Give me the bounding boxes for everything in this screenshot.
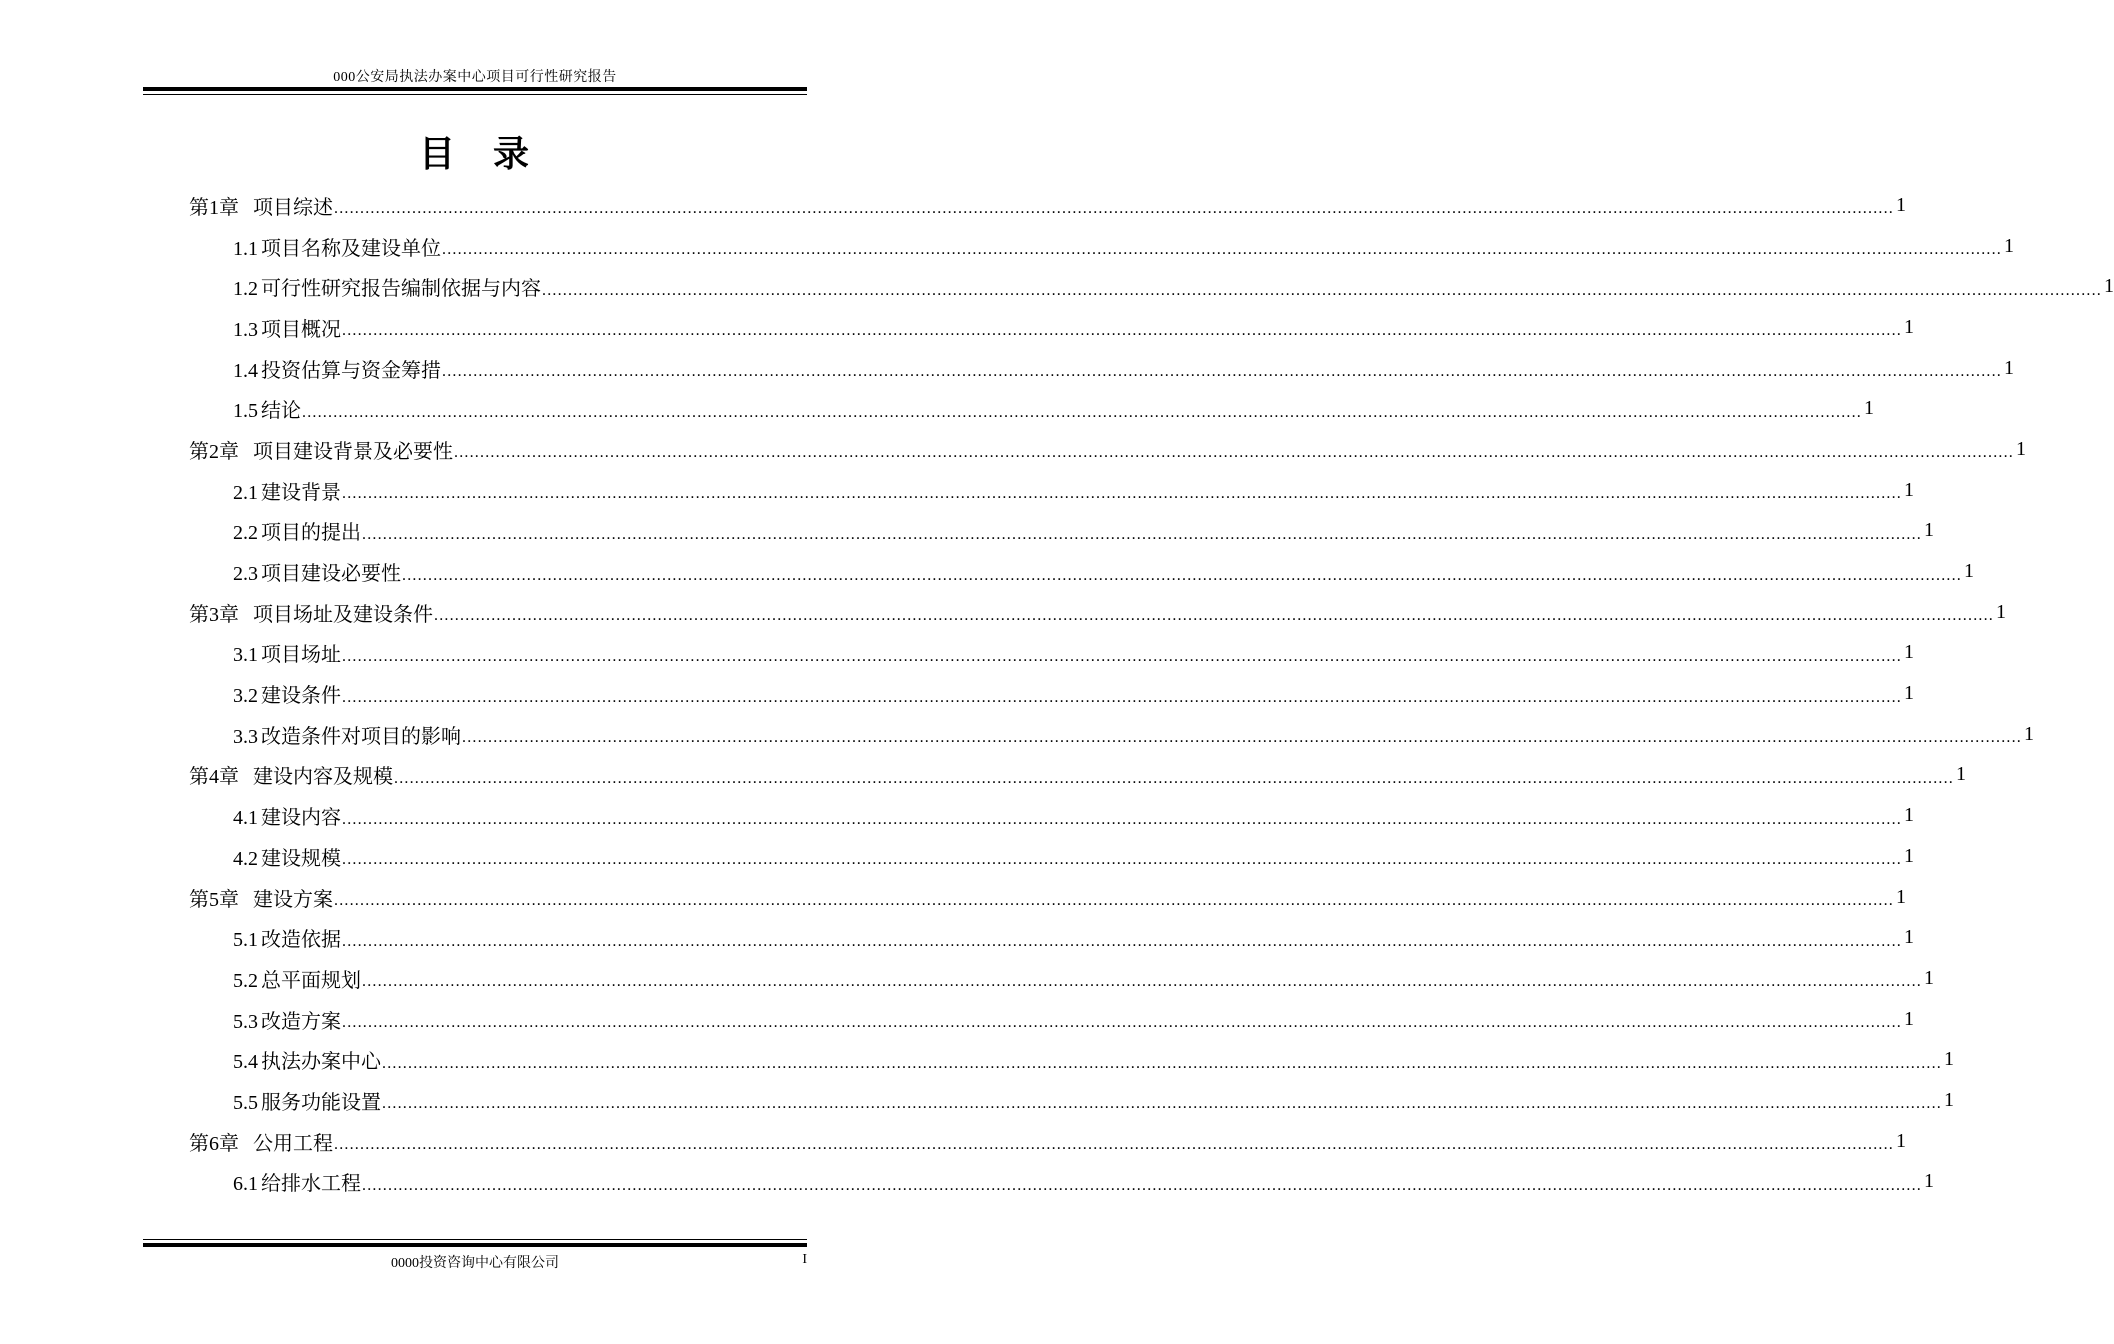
toc-page-number: 1 xyxy=(1996,600,2006,623)
toc-page-number: 1 xyxy=(1896,1129,1906,1152)
dot-leader: ............................................................................................................................................................................................................................................................................................................ xyxy=(402,566,1962,584)
toc-entry-text: 项目综述 xyxy=(253,196,333,219)
toc-chapter-entry[interactable] xyxy=(189,185,1906,226)
toc-section-entry[interactable] xyxy=(189,470,1914,511)
dot-leader: ............................................................................................................................................................................................................................................................................................................ xyxy=(342,647,1902,665)
toc-entry-number: 3.2 xyxy=(233,685,258,708)
toc-page-number: 1 xyxy=(1904,844,1914,867)
toc-entry-number: 3.3 xyxy=(233,725,258,748)
toc-entry-number: 4.1 xyxy=(233,807,258,830)
dot-leader: ............................................................................................................................................................................................................................................................................................................ xyxy=(334,1136,1894,1154)
toc-entry-text: 项目场址及建设条件 xyxy=(253,603,433,626)
toc-section-entry[interactable] xyxy=(189,1162,1934,1203)
toc-page-number: 1 xyxy=(1956,763,1966,786)
toc-entry-number: 第4章 xyxy=(189,766,239,789)
footer-rule-thin xyxy=(143,1239,807,1240)
dot-leader: ............................................................................................................................................................................................................................................................................................................ xyxy=(382,1095,1942,1113)
toc-page-number: 1 xyxy=(1904,1007,1914,1030)
toc-page-number: 1 xyxy=(1864,397,1874,420)
dot-leader: ............................................................................................................................................................................................................................................................................................................ xyxy=(342,810,1902,828)
toc-chapter-entry[interactable] xyxy=(189,877,1906,918)
toc-entry-text: 总平面规划 xyxy=(261,969,361,992)
toc-section-entry[interactable] xyxy=(189,999,1914,1040)
toc-chapter-entry[interactable] xyxy=(189,1121,1906,1162)
toc-page-number: 1 xyxy=(1964,560,1974,583)
toc-entry-number: 5.2 xyxy=(233,969,258,992)
toc-page-number: 1 xyxy=(1904,315,1914,338)
toc-entry-label xyxy=(233,801,341,830)
toc-entry-text: 建设方案 xyxy=(253,888,333,911)
toc-entry-number: 1.5 xyxy=(233,400,258,423)
dot-leader: ............................................................................................................................................................................................................................................................................................................ xyxy=(382,1054,1942,1072)
toc-section-entry[interactable] xyxy=(189,266,2114,307)
toc-page-number: 1 xyxy=(1904,926,1914,949)
toc-entry-text: 投资估算与资金筹措 xyxy=(261,359,441,382)
toc-page-number: 1 xyxy=(1924,1170,1934,1193)
toc-entry-number: 1.3 xyxy=(233,318,258,341)
toc-entry-label xyxy=(189,883,333,912)
running-footer: 0000投资咨询中心有限公司 xyxy=(391,1256,559,1271)
toc-section-entry[interactable] xyxy=(189,958,1934,999)
page-title xyxy=(0,126,950,177)
toc-page-number: 1 xyxy=(1944,1088,1954,1111)
dot-leader: ............................................................................................................................................................................................................................................................................................................ xyxy=(442,363,2002,381)
toc-entry-number: 6.1 xyxy=(233,1173,258,1196)
toc-entry-label xyxy=(233,1167,361,1196)
toc-page-number: 1 xyxy=(1896,193,1906,216)
toc-section-entry[interactable] xyxy=(189,388,1874,429)
toc-entry-number: 3.1 xyxy=(233,644,258,667)
toc-section-entry[interactable] xyxy=(189,714,2034,755)
toc-section-entry[interactable] xyxy=(189,1039,1954,1080)
dot-leader: ............................................................................................................................................................................................................................................................................................................ xyxy=(334,892,1894,910)
toc-page-number: 1 xyxy=(1904,682,1914,705)
toc-entry-number: 第5章 xyxy=(189,888,239,911)
dot-leader: ............................................................................................................................................................................................................................................................................................................ xyxy=(334,200,1894,218)
dot-leader: ............................................................................................................................................................................................................................................................................................................ xyxy=(302,403,1862,421)
running-header: 000公安局执法办案中心项目可行性研究报告 xyxy=(333,70,617,85)
toc-entry-text: 结论 xyxy=(261,400,301,423)
toc-section-entry[interactable] xyxy=(189,1080,1954,1121)
toc-entry-text: 可行性研究报告编制依据与内容 xyxy=(261,278,541,301)
title-char-2: 录 xyxy=(493,134,532,175)
toc-entry-label xyxy=(233,394,301,423)
toc-entry-text: 建设规模 xyxy=(261,847,341,870)
page-number: I xyxy=(802,1252,807,1267)
toc-section-entry[interactable] xyxy=(189,917,1914,958)
header-rule-thin xyxy=(143,94,807,95)
table-of-contents xyxy=(189,185,2114,1202)
header-rule-thick xyxy=(143,87,807,91)
toc-entry-number: 1.1 xyxy=(233,237,258,260)
toc-entry-number: 5.1 xyxy=(233,929,258,952)
toc-entry-text: 服务功能设置 xyxy=(261,1091,381,1114)
toc-entry-text: 项目概况 xyxy=(261,318,341,341)
toc-chapter-entry[interactable] xyxy=(189,755,1966,796)
toc-page-number: 1 xyxy=(1924,966,1934,989)
toc-entry-text: 执法办案中心 xyxy=(261,1051,381,1074)
toc-entry-text: 项目建设必要性 xyxy=(261,563,401,586)
dot-leader: ............................................................................................................................................................................................................................................................................................................ xyxy=(342,932,1902,950)
toc-entry-label xyxy=(233,516,361,545)
toc-entry-label xyxy=(189,598,433,627)
toc-entry-number: 2.2 xyxy=(233,522,258,545)
toc-section-entry[interactable] xyxy=(189,348,2014,389)
toc-section-entry[interactable] xyxy=(189,633,1914,674)
toc-entry-label xyxy=(233,232,441,261)
toc-entry-label xyxy=(233,638,341,667)
toc-chapter-entry[interactable] xyxy=(189,592,2006,633)
toc-entry-number: 2.3 xyxy=(233,563,258,586)
toc-entry-text: 建设内容 xyxy=(261,807,341,830)
toc-entry-number: 1.2 xyxy=(233,278,258,301)
toc-section-entry[interactable] xyxy=(189,836,1914,877)
toc-entry-label xyxy=(233,1086,381,1115)
toc-entry-number: 2.1 xyxy=(233,481,258,504)
dot-leader: ............................................................................................................................................................................................................................................................................................................ xyxy=(342,851,1902,869)
toc-entry-label xyxy=(233,354,441,383)
toc-entry-text: 公用工程 xyxy=(253,1132,333,1155)
toc-entry-label xyxy=(189,435,453,464)
toc-entry-text: 项目的提出 xyxy=(261,522,361,545)
toc-page-number: 1 xyxy=(1904,478,1914,501)
toc-entry-text: 改造方案 xyxy=(261,1010,341,1033)
toc-page-number: 1 xyxy=(2104,275,2114,298)
dot-leader: ............................................................................................................................................................................................................................................................................................................ xyxy=(342,322,1902,340)
dot-leader: ............................................................................................................................................................................................................................................................................................................ xyxy=(362,973,1922,991)
dot-leader: ............................................................................................................................................................................................................................................................................................................ xyxy=(362,1176,1922,1194)
toc-page-number: 1 xyxy=(1904,804,1914,827)
dot-leader: ............................................................................................................................................................................................................................................................................................................ xyxy=(362,525,1922,543)
toc-entry-label xyxy=(233,679,341,708)
toc-entry-text: 项目建设背景及必要性 xyxy=(253,440,453,463)
toc-section-entry[interactable] xyxy=(189,511,1934,552)
toc-page-number: 1 xyxy=(1924,519,1934,542)
toc-entry-text: 项目名称及建设单位 xyxy=(261,237,441,260)
toc-entry-text: 改造条件对项目的影响 xyxy=(261,725,461,748)
dot-leader: ............................................................................................................................................................................................................................................................................................................ xyxy=(342,485,1902,503)
toc-entry-number: 第3章 xyxy=(189,603,239,626)
toc-entry-text: 建设内容及规模 xyxy=(253,766,393,789)
toc-entry-text: 建设条件 xyxy=(261,685,341,708)
toc-entry-number: 5.3 xyxy=(233,1010,258,1033)
toc-entry-number: 第6章 xyxy=(189,1132,239,1155)
dot-leader: ............................................................................................................................................................................................................................................................................................................ xyxy=(442,241,2002,259)
toc-entry-label xyxy=(233,1045,381,1074)
toc-entry-label xyxy=(189,191,333,220)
dot-leader: ............................................................................................................................................................................................................................................................................................................ xyxy=(434,607,1994,625)
toc-entry-text: 给排水工程 xyxy=(261,1173,361,1196)
toc-entry-number: 第1章 xyxy=(189,196,239,219)
toc-section-entry[interactable] xyxy=(189,673,1914,714)
toc-page-number: 1 xyxy=(1944,1048,1954,1071)
toc-entry-label xyxy=(233,1005,341,1034)
toc-entry-number: 1.4 xyxy=(233,359,258,382)
toc-page-number: 1 xyxy=(2004,234,2014,257)
toc-page-number: 1 xyxy=(1904,641,1914,664)
toc-entry-number: 5.4 xyxy=(233,1051,258,1074)
toc-entry-label xyxy=(233,720,461,749)
toc-section-entry[interactable] xyxy=(189,551,1974,592)
toc-section-entry[interactable] xyxy=(189,307,1914,348)
toc-entry-label xyxy=(233,923,341,952)
dot-leader: ............................................................................................................................................................................................................................................................................................................ xyxy=(454,444,2014,462)
toc-entry-label xyxy=(189,760,393,789)
footer-rule-thick xyxy=(143,1243,807,1247)
title-char-1: 目 xyxy=(418,134,457,175)
toc-entry-label xyxy=(233,557,401,586)
toc-page-number: 1 xyxy=(2004,356,2014,379)
toc-page-number: 1 xyxy=(2016,437,2026,460)
toc-entry-number: 4.2 xyxy=(233,847,258,870)
toc-entry-label xyxy=(233,842,341,871)
dot-leader: ............................................................................................................................................................................................................................................................................................................ xyxy=(542,281,2102,299)
toc-entry-label xyxy=(233,313,341,342)
toc-entry-label xyxy=(233,476,341,505)
toc-page-number: 1 xyxy=(2024,722,2034,745)
toc-page-number: 1 xyxy=(1896,885,1906,908)
dot-leader: ............................................................................................................................................................................................................................................................................................................ xyxy=(462,729,2022,747)
toc-entry-number: 5.5 xyxy=(233,1091,258,1114)
toc-entry-text: 建设背景 xyxy=(261,481,341,504)
toc-entry-label xyxy=(189,1127,333,1156)
dot-leader: ............................................................................................................................................................................................................................................................................................................ xyxy=(342,688,1902,706)
toc-entry-label xyxy=(233,272,541,301)
dot-leader: ............................................................................................................................................................................................................................................................................................................ xyxy=(342,1014,1902,1032)
dot-leader: ............................................................................................................................................................................................................................................................................................................ xyxy=(394,769,1954,787)
toc-entry-text: 项目场址 xyxy=(261,644,341,667)
toc-section-entry[interactable] xyxy=(189,226,2014,267)
toc-entry-number: 第2章 xyxy=(189,440,239,463)
toc-entry-text: 改造依据 xyxy=(261,929,341,952)
toc-entry-label xyxy=(233,964,361,993)
toc-chapter-entry[interactable] xyxy=(189,429,2026,470)
toc-section-entry[interactable] xyxy=(189,795,1914,836)
